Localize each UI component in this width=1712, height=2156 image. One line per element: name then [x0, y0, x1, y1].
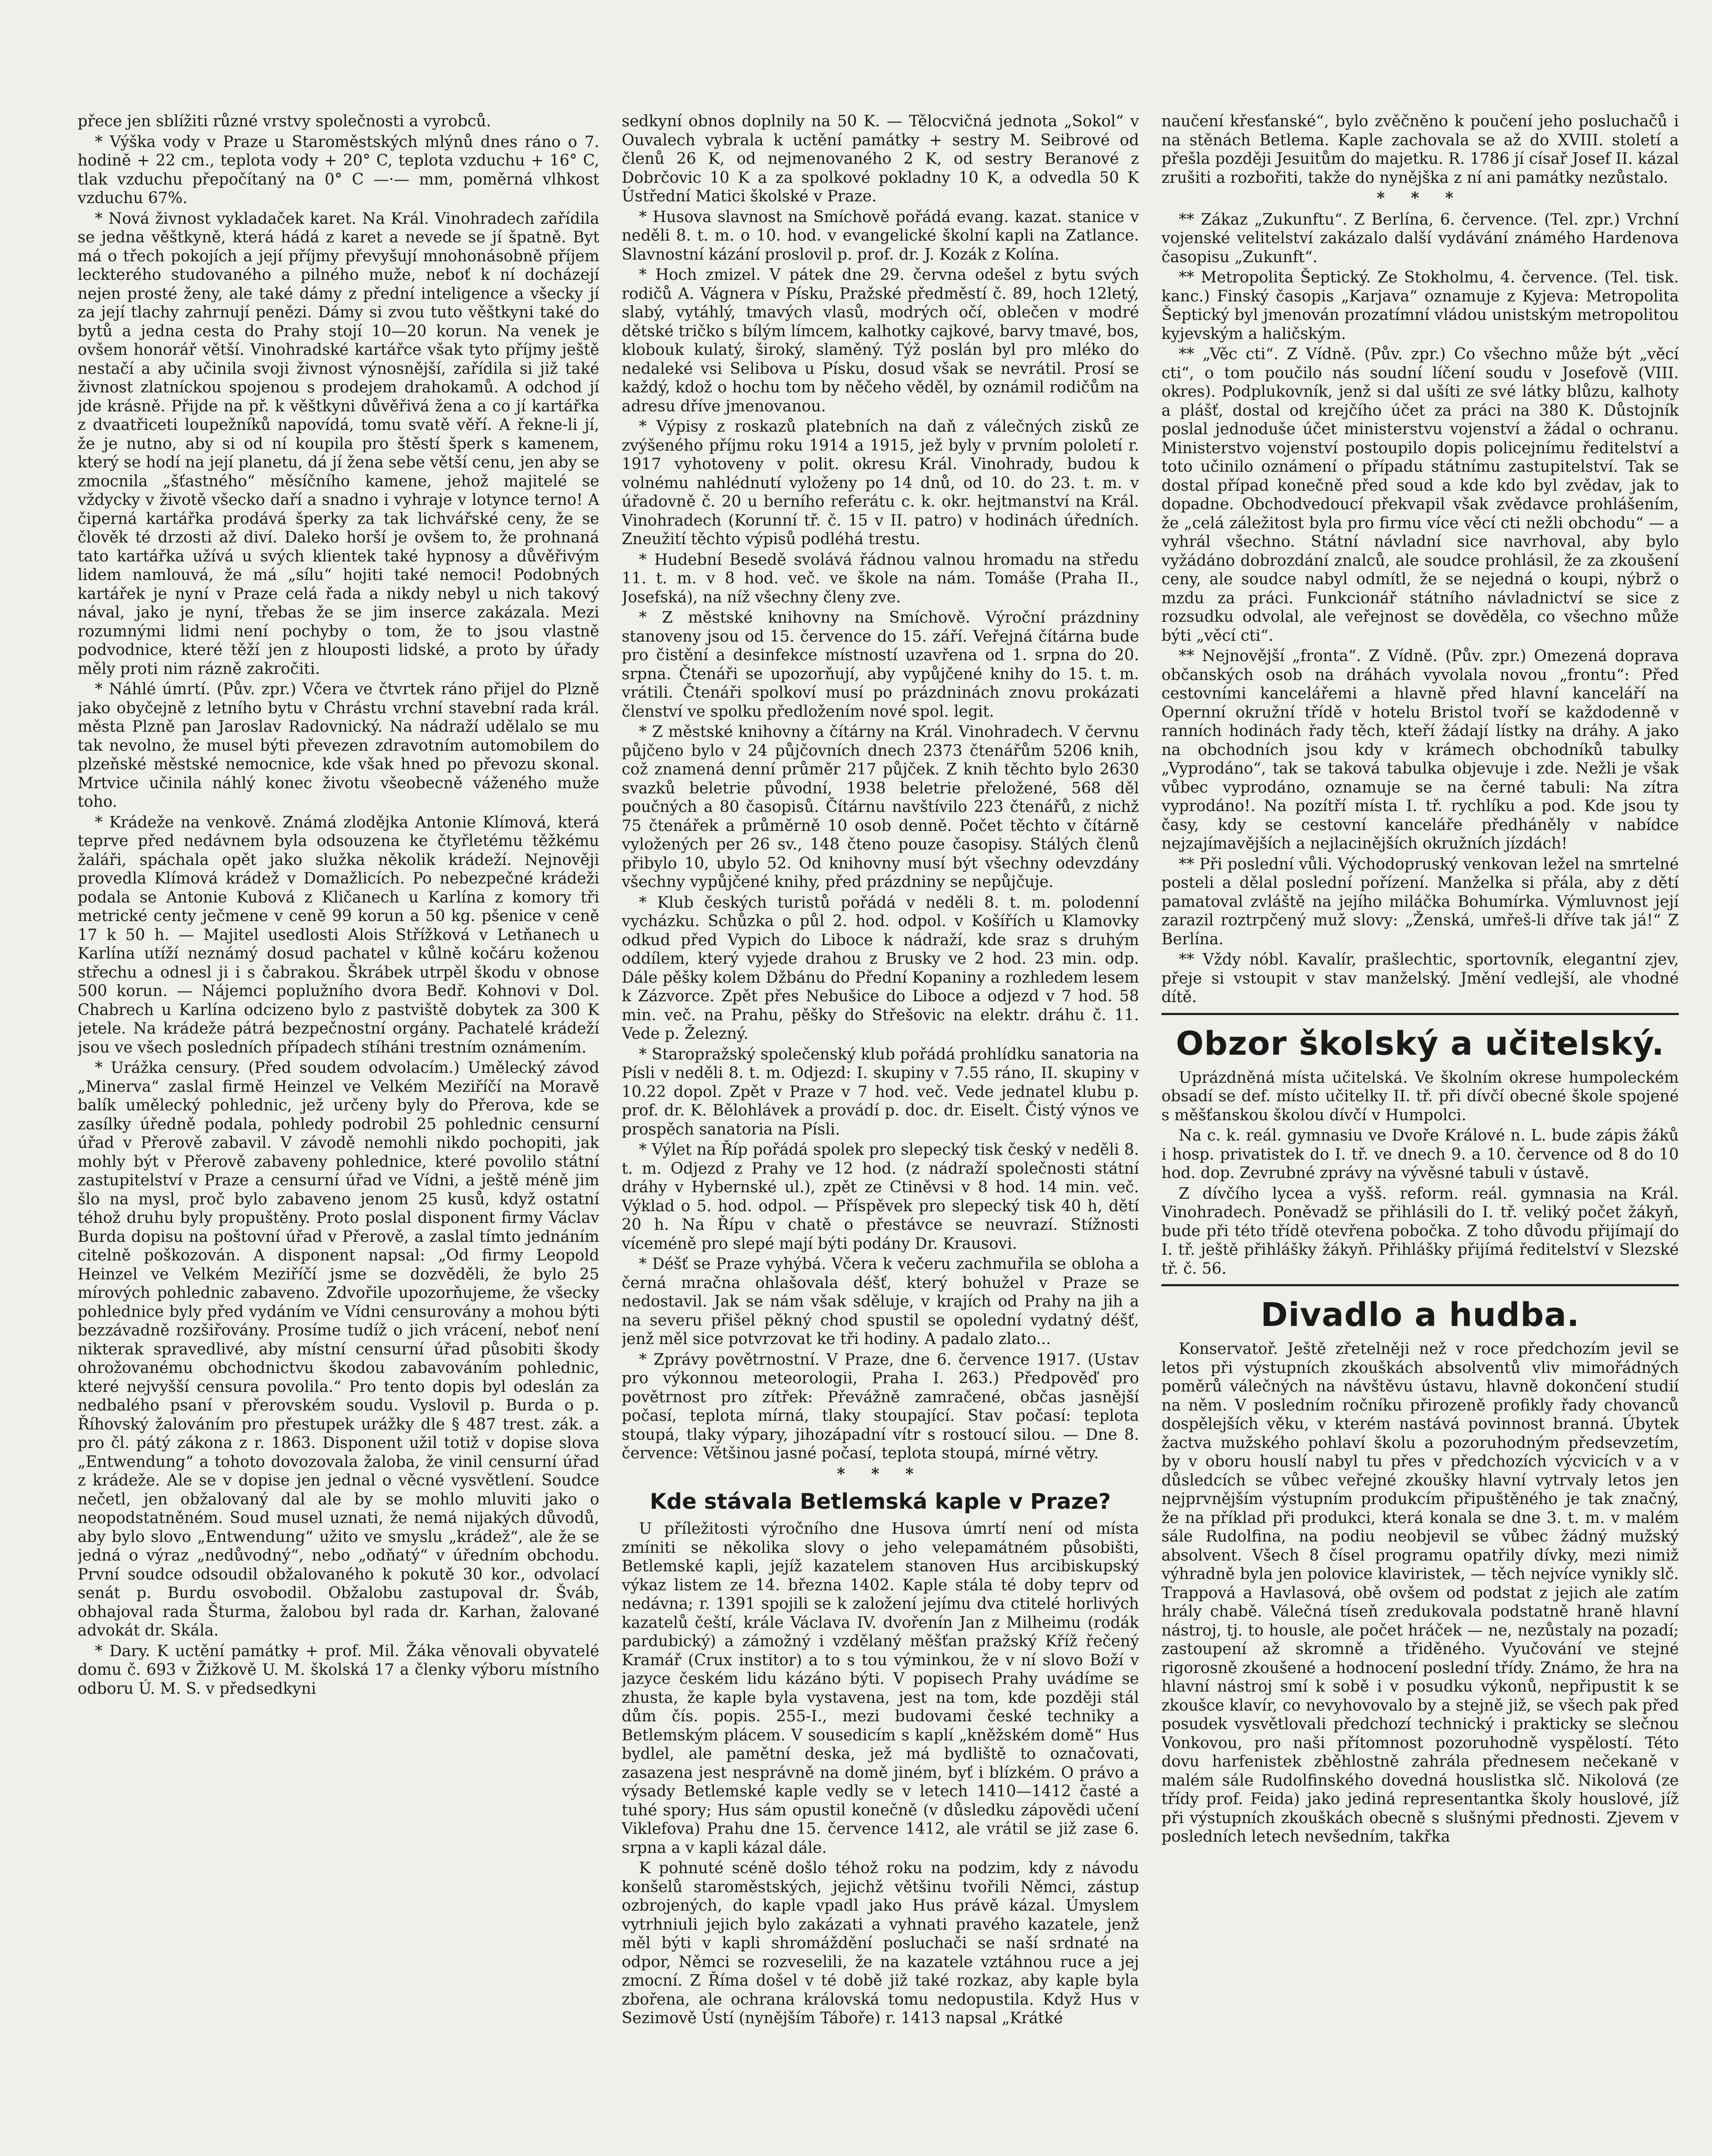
- article-paragraph: U příležitosti výročního dne Husova úmrtí není od místa zmíniti se několika slovy o jeho velepamátném působišti, Betlemské kapli, jejíž kazatelem stanoven Hus arcibiskupský výkaz listem ze 14. března 1402. Kaple stála té doby teprv od nedávna; r. 1391 spojili se k založení jejímu dva ctitelé horlivých kazatelů čeští, krále Václava IV. dvořenín Jan z Milheimu (rodák pardubický) a zámožný i vzdělaný měšťan pražský Kříž řečený Kramář (Crux institor) a to s tou výminkou, že v ní slovo Boží v jazyce českém lidu kázáno býti. V popisech Prahy uvádíme se zhusta, že kaple byla vystavena, jest na tom, kde později stál dům čís. popis. 255-I., mezi budovami české techniky a Betlemským plácem. V sousedicím s kaplí „kněžském domě“ Hus bydlel, ale pamětní deska, jež má bydliště to označovati, zasazena jest nesprávně na domě jiném, byť i blízkém. O právo a výsady Betlemské kaple vedly se v letech 1410—1412 časté a tuhé spory; Hus sám opustil konečně (v důsledku zápovědi učení Viklefova) Prahu dne 15. července 1412, ale vrátil se již zase 6. srpna a v kapli kázal dále.: [622, 1520, 1139, 1857]
- news-item-library-smichov: * Z městské knihovny na Smíchově. Výroční prázdniny stanoveny jsou od 15. července do 15. září. Veřejná čítárna bude pro čistění a desinfekce místností uzavřena od 1. srpna do 20. srpna. Čtenáři se upozorňují, aby vypůjčené knihy do 15. t. m. vrátili. Čtenáři spolkoví musí po prázdninách znovu prokázati členství ve spolku předložením nové spol. legit.: [622, 609, 1139, 721]
- news-item-missing-boy: * Hoch zmizel. V pátek dne 29. června odešel z bytu svých rodičů A. Vágnera v Písku, Pražské předměstí č. 89, hoch 12letý, slabý, vytáhlý, tmavých vlasů, modrých očí, oblečen v modré dětské tričko s bílým límcem, kalhotky cajkové, barvy tmavé, bos, klobouk kulatý, široký, slaměný. Týž poslán byl pro mléko do nedaleké vsi Selibova u Písku, dosud však se nevrátil. Prosí se každý, kdož o hochu tom by něčeho věděl, by oznámil rodičům na adresu dříve jmenovanou.: [622, 266, 1139, 415]
- news-item-sudden-death: * Náhlé úmrtí. (Pův. zpr.) Včera ve čtvrtek ráno přijel do Plzně jako obyčejně z letního bytu v Chrástu vrchní stavební rada král. města Plzně pan Jaroslav Radovnický. Na nádraží udělalo se mu tak nevolno, že musel býti převezen zdravotním automobilem do plzeňské městské nemocnice, kde však hned po převozu skonal. Mrtvice učinila náhlý konec životu všeobecně váženého muže toho.: [78, 680, 599, 811]
- article-paragraph: K pohnuté scéně došlo téhož roku na podzim, kdy z návodu konšelů staroměstských, jejichž většinu tvořili Němci, zástup ozbrojených, do kaple vpadl jako Hus právě kázal. Úmyslem vytrhniuli jejich bylo zakázati a vyhnati pravého kazatele, jenž měl býti v kapli shromáždění posluchači se naší srdnaté na odpor, Němci se rozveselili, že na kazatele vztáhnou ruce a jej zmocní. Z Říma došel v té době již také rozkaz, aby kaple byla zbořena, ale ochrana královská tomu nedopustila. Když Hus v Sezimově Ústí (nynějším Táboře) r. 1413 napsal „Krátké: [622, 1859, 1139, 2027]
- news-item-rain: * Déšť se Praze vyhýbá. Včera k večeru zachmuřila se obloha a černá mračna ohlašovala déšť, který bohužel v Praze se nedostavil. Jak se nám však sděluje, v krajích od Prahy na jih a na severu přišel pěkný chod spustil se opolední vydatný déšť, jenž měl sice potvrzovat ke tři hodiny. A padalo zlato...: [622, 1255, 1139, 1348]
- column-2: [622, 112, 1139, 2156]
- news-item-hus-celebration: * Husova slavnost na Smíchově pořádá evang. kazat. stanice v neděli 8. t. m. o 10. hod. v evangelické školní kapli na Zatlance. Slavnostní kázání proslovil p. prof. dr. J. Kozák z Kolína.: [622, 208, 1139, 263]
- school-item: Uprázdněná místa učitelská. Ve školním okrese humpoleckém obsadí se def. místo učitelky II. tř. při dívčí obecné škole spojené s měšťanskou školou dívčí v Humpolci.: [1161, 1069, 1679, 1124]
- article-paragraph: naučení křesťanské“, bylo zvěčněno k poučení jeho posluchačů i na stěnách Betlema. Kaple zachovala se až do XVIII. století a přešla později Jesuitům do majetku. R. 1786 jí císař Josef II. kázal zrušiti a rozbořiti, takže do nynějška z ní ani památky nezůstalo.: [1161, 113, 1679, 187]
- article-paragraph: sedkyní obnos doplnily na 50 K. — Tělocvičná jednota „Sokol“ v Ouvalech vybrala k uctění památky + sestry M. Seibrové od členů 26 K, od nejmenovaného 2 K, od sestry Beranové z Dobrčovic 10 K a za spolkové pokladny 10 K, a odvedla 50 K Ústřední Matici školské v Praze.: [622, 113, 1139, 205]
- news-item-social-club: * Staropražský společenský klub pořádá prohlídku sanatoria na Písli v neděli 8. t. m. Odjezd: I. skupiny v 7.55 ráno, II. skupiny v 10.22 dopol. Zpět v Praze v 7 hod. več. Vede jednatel klubu p. prof. dr. K. Bělohlávek a provádí p. doc. dr. Eiselt. Čistý výnos ve prospěch sanatoria na Písli.: [622, 1045, 1139, 1138]
- section-title-school: Obzor školský a učitelský.: [1176, 1024, 1665, 1062]
- news-item-matter-of-honor: ** „Věc cti“. Z Vídně. (Pův. zpr.) Co všechno může být „věcí cti“, o tom poučilo nás soudní líčení soudu v Josefově (VIII. okres). Podplukovník, jenž si dal ušíti ze své látky blůzu, kalhoty a plášť, dostal od krejčího účet za práci na 380 K. Důstojník poslal jednoduše účet ministerstvu vojenství a žádal o ochranu. Ministerstvo vojenství postoupilo dopis policejnímu ředitelství a toto učinilo oznámení o případu státnímu zastupitelství. Tak se dostal případ konečně před soud a kde kdo byl zvědav, jak to dopadne. Obchodvedoucí překvapil však zvědavce prohlášením, že „celá záležitost byla pro firmu více věcí cti nežli obchodu“ — a vyhrál všechno. Státní návladní sice navrhoval, aby bylo vyžádáno dobrozdání znalců, ale soudce prohlásil, že za zkoušení ceny, ale soudce nabyl odmítl, že se nejedná o koupi, nýbrž o mzdu za práci. Funkcionář státního návladnictví se sice z rozsudku odvolal, ale veřejnost se dověděla, co všechno může býti „věcí cti“.: [1161, 345, 1679, 645]
- news-item-rip-trip: * Výlet na Říp pořádá spolek pro slepecký tisk český v neděli 8. t. m. Odjezd z Prahy ve 12 hod. (z nádraží společnosti státní dráhy v Hybernské ul.), zpět ze Ctiněvsi v 8 hod. 14 min. več. Výklad o 5. hod. odpol. — Příspěvek pro slepecký tisk 40 h, dětí 20 h. Na Řípu v chatě o přestávce se neuvrazí. Stížnosti víceméně pro slepé mají býti podány Dr. Krausovi.: [622, 1141, 1139, 1253]
- news-item-front: ** Nejnovější „fronta“. Z Vídně. (Pův. zpr.) Omezená doprava občanských osob na dráhách vyvolala novou „frontu“: Před cestovními kancelářemi a hlavně před hlavní kanceláří na Opernní okružní třídě v hotelu Bristol tvoří se každodenně v ranních hodinách řady těch, kteří žádají lístky na dráhy. A jako na obchodních jsou kdy v krámech obchodníků tabulky „Vyprodáno“, tak se taková tabulka objevuje i zde. Nežli je však vůbec vyprodáno, oznamuje se na černé tabuli: Na zítra vyprodáno!. Na pozítří místa I. tř. rychlíku a pod. Kde jsou ty časy, kdy se cestovní kanceláře předháněly v nabídce nejzajímavějších a nejlacinějších okružních jízdách!: [1161, 647, 1679, 852]
- section-divider: [1161, 1284, 1679, 1286]
- columns: [78, 112, 1679, 2156]
- separator-stars: * * *: [837, 1464, 924, 1483]
- news-item-thefts: * Krádeže na venkově. Známá zlodějka Antonie Klímová, která teprve před nedávnem byla odsouzena ke čtyřletému těžkému žaláři, spáchala opět jako služka několik krádeží. Nejnověji provedla Klímová krádež v Domažlicích. Po nebezpečné krádeži podala se Antonie Kubová z Kličanech u Karlína z komory tři metrické centy ječmene v ceně 99 korun a 50 kg. pšenice v ceně 17 k 50 h. — Majitel usedlosti Alois Střížková v Letňanech u Karlína utíží neznámý dosud pachatel v kůlně kočáru koženou střechu a odnesl ji i s čabrakou. Škrábek utrpěl škodu v obnose 500 korun. — Nájemci poplužního dvora Bedř. Kohnovi v Dol. Chabrech u Karlína odcizeno bylo z pastviště dobytek za 300 K jetele. Na krádeže pátrá bezpečnostní orgány. Pachatelé krádeží jsou ve všech posledních případech stíháni trestním oznámením.: [78, 813, 599, 1056]
- news-item-tourist-club: * Klub českých turistů pořádá v neděli 8. t. m. polodenní vycházku. Schůzka o půl 2. hod. odpol. v Košířích u Klamovky odkud před Vypich do Liboce k nádraží, kde sraz s druhým oddílem, který vyjede drahou z Brusky ve 2 hod. 23 min. odp. Dále pěšky kolem Džbánu do Přední Kopaniny a rozhledem lesem k Zázvorce. Zpět přes Nebušice do Liboce a odjezd v 7 hod. 58 min. več. na Prahu, pěšky do Střešovic na elektr. dráhu č. 11. Vede p. Železný.: [622, 893, 1139, 1043]
- section-divider: [1161, 1013, 1679, 1015]
- school-item: Z dívčího lycea a vyšš. reform. reál. gymnasia na Král. Vinohradech. Poněvadž se přihlásili do I. tř. veliký počet žákyň, bude při této třídě otevřena pobočka. Z toho důvodu přijímají do I. tř. ještě přihlášky žákyň. Přihlášky přijímá ředitelství v Slezské tř. č. 56.: [1161, 1185, 1679, 1278]
- news-item-water-level: * Výška vody v Praze u Staroměstských mlýnů dnes ráno o 7. hodině + 22 cm., teplota vody + 20° C, teplota vzduchu + 16° C, tlak vzduchu přepočítaný na 0° C —·— mm, poměrná vlhkost vzduchu 67%.: [78, 133, 599, 207]
- news-item-zukunft: ** Zákaz „Zukunftu“. Z Berlína, 6. července. (Tel. zpr.) Vrchní vojenské velitelství zakázalo další vydávání známého Hardenova časopisu „Zukunft“.: [1161, 210, 1679, 266]
- news-item-always-noble: ** Vždy nóbl. Kavalír, prašlechtic, sportovník, elegantní zjev, přeje si vstoupit v stav manželský. Jmění vedlejší, ale vhodné dítě.: [1161, 951, 1679, 1006]
- column-1: [78, 112, 599, 2156]
- article-paragraph: přece jen sblížiti různé vrstvy společnosti a vyrobců.: [78, 113, 491, 130]
- news-item-library-vinohrady: * Z městské knihovny a čítárny na Král. Vinohradech. V červnu půjčeno bylo v 24 půjčovních dnech 2373 čtenářům 5206 knih, což znamená denní průměr 217 půjček. Z knih těchto bylo 2630 svazků beletrie původní, 1938 beletrie přeložené, 568 děl poučných a 80 časopisů. Čítárnu navštívilo 223 čtenářů, z nichž 75 čtenářek a průměrně 10 osob denně. Počet těchto v čítárně vyložených per 26 sv., 148 čteno pouze časopisy. Stálých členů přibylo 10, ubylo 52. Od knihovny musí být všechny odevzdány všechny vypůjčené knihy, před prázdniny se nepůjčuje.: [622, 723, 1139, 891]
- news-item-music-club: * Hudební Besedě svolává řádnou valnou hromadu na středu 11. t. m. v 8 hod. več. ve škole na nám. Tomáše (Praha II., Josefská), na níž všechny členy zve.: [622, 551, 1139, 606]
- school-item: Na c. k. reál. gymnasiu ve Dvoře Králové n. L. bude zápis žáků i hosp. privatistek do I. tř. ve dnech 9. a 10. července od 8 do 10 hod. dop. Zevrubné zprávy na vývěsné tabuli v ústavě.: [1161, 1127, 1679, 1182]
- news-item-tax-lists: * Výpisy z roskazů platebních na daň z válečných zisků ze zvýšeného příjmu roku 1914 a 1915, jež byly v prvním pololetí r. 1917 vyhotoveny v polit. okresu Král. Vinohrady, budou k volnému nahlédnutí vyloženy po 14 dnů, od 10. do 23. t. m. v úřadovně č. 20 u berního referátu c. k. okr. hejtmanství na Král. Vinohradech (Korunní tř. č. 15 v II. patro) v hodinách úředních. Zneužití těchto výpisů podléhá trestu.: [622, 418, 1139, 548]
- theatre-item: Konservatoř. Ještě zřetelněji než v roce předchozím jevil se letos při výstupních zkouškách absolventů vliv mimořádných poměrů válečných na návštěvu ústavu, hlavně dokončení studií na něm. V posledním ročníku přirozeně profikly řady chovanců dospělejších věku, v kterém nastává povinnost branná. Úbytek žactva mužského pohlaví školu a pozoruhodným předsevzetím, by v oboru houslí nabyl tu přes v předchozích výcvicích v a v důsledcích se vůbec veřejné zkoušky hlavní vytrvaly letos jen nejprvnějším výstupním produkcím připuštěného je tak značný, že na příklad při produkci, která konala se dne 3. t. m. v malém sále Rudolfina, na podiu neobjevil se vůbec žádný mužský absolvent. Všech 8 čísel programu opatřily dívky, mezi nimiž výhradně byla jen polovice klaviristek, — těch nejvíce vynikly slč. Trappová a Havlasová, obě ovšem od podstat z jejich ale zatím hrály chabě. Válečná tíseň zredukovala podstatně hraně hlavní nástroj, tj. to housle, ale počet hráček — ne, nezůstaly na pozadí; zastoupení až skromně a třiděného. Vyučování ve stejné rigorosně zkoušené a hodnocení poslední třídy. Známo, že hra na hlavní nástroj smí k sobě i v posudku výkonů, nepřipustit k se zkoušce klavír, co nevyhovovalo by a stejně již, se všech pak před posudek vysvětlovali předchozí technický i prakticky se slečnou Vonkovou, pro naši přítomnost pozoruhodně vyspělostí. Této dovu harfenistek zběhlostně zahrála přednesem nečekaně v malém sále Rudolfinského dovedná houslistka slč. Nikolová (ze třídy prof. Feida) jako jediná representantka školy houslové, jíž při výstupních zkouškách obecně s slušnými přednosti. Zjevem v posledních letech nevšedním, takřka: [1161, 1340, 1679, 1846]
- news-item-gifts: * Dary. K uctění památky + prof. Mil. Žáka věnovali obyvatelé domu č. 693 v Žižkově U. M. školská 17 a členky výboru místního odboru Ú. M. S. v předsedkyni: [78, 1642, 599, 1698]
- news-item-censorship: * Urážka censury. (Před soudem odvolacím.) Umělecký závod „Minerva“ zaslal firmě Heinzel ve Velkém Meziříčí na Moravě balík umělecký pohlednic, jež určeny byly do Přerova, kde se zasílky úředně podala, pohledy podrobil 25 pohlednic censurní úřad v Přerově zabavil. V závodě nemohli nikdo pochopiti, jak mohly být v Přerově zabaveny pohlednice, které povolilo státní zastupitelství v Praze a censurní úřad ve Vídni, a ještě méně jim šlo na mysl, proč bylo zabaveno jenom 25 kusů, když ostatní téhož druhu byly propuštěny. Proto poslal disponent firmy Václav Burda dopisu na poštovní úřad v Přerově, a zaslal tímto jednáním citelně poškozován. A disponent napsal: „Od firmy Leopold Heinzel ve Velkém Meziříčí jsme se dozvěděli, že bylo 25 mírových pohlednic zabaveno. Zdvořile upozorňujeme, že všecky pohlednice byly před vydáním ve Vídni censurovány a mohou býti bezzávadně rozšiřovány. Prosíme tudíž o jich vrácení, neboť není nikterak spravedlivé, aby místní censurní úřad působiti škody ohrožovanému obchodnictvu škodou zabavováním pohlednic, které nejvyšší censura povolila.“ Pro tento dopis byl odeslán za nedbalého psaní v přerovském soudu. Vyslovil p. Burda o p. Říhovský žalováním pro přestupek urážky dle § 487 trest. zák. a pro čl. pátý zákona z r. 1863. Disponent užil totiž v dopise slova „Entwendung“ a tohoto dovozovala žaloba, že vinil censurní úřad z krádeže. Ale se v dopise jen jednal o věcné vysvětlení. Soudce nečetl, jen obžalovaný dal ale by se mohlo mluviti jako o neopodstatněném. Soud musel uznati, že nemá nijakých důvodů, aby bylo slovo „Entwendung“ užito ve smyslu „krádež“, ale že se jedná o výraz „nedůvodný“, nebo „odňatý“ v úředním obchodu. První soudce odsoudil obžalovaného k pokutě 30 kor., odvolací senát p. Burdu osvobodil. Obžalobu zastupoval dr. Šváb, obhajoval rada Šturma, žalobou byl rada dr. Karhan, žalované advokát dr. Skála.: [78, 1059, 599, 1639]
- section-title-theatre: Divadlo a hudba.: [1260, 1295, 1580, 1334]
- news-item-last-will: ** Při poslední vůli. Východopruský venkovan ležel na smrtelné posteli a dělal poslední pořízení. Manželka si přála, aby z dětí pamatoval zvláště na jejího miláčka Bohumírka. Výmluvnost její zarazil roztrpčený muž slovy: „Ženská, umřeš-li dříve tak já!“ Z Berlína.: [1161, 855, 1679, 948]
- article-headline: Kde stávala Betlemská kaple v Praze?: [650, 1489, 1111, 1514]
- separator-stars: * * *: [1377, 189, 1464, 207]
- column-3: [1161, 112, 1679, 2156]
- news-item-metropolitan: ** Metropolita Šeptický. Ze Stokholmu, 4. července. (Tel. tisk. kanc.) Finský časopis „Karjava“ oznamuje z Kyjeva: Metropolita Šeptický byl jmenován prozatímní vládou unistským metropolitou kyjevským a haličským.: [1161, 269, 1679, 343]
- news-item-weather: * Zprávy povětrnostní. V Praze, dne 6. července 1917. (Ustav pro výkonnou meteorologii, Praha I. 263.) Předpověď pro povětrnost pro zítřek: Převážně zamračené, občas jasnější počasí, teplota mírná, tlaky stoupající. Stav počasí: teplota stoupá, tlaky výpary, jihozápadní vítr s rostoucí silou. — Dne 8. července: Většinou jasné počasí, teplota stoupá, mírné větry.: [622, 1351, 1139, 1462]
- news-item-card-reader: * Nová živnost vykladaček karet. Na Král. Vinohradech zařídila se jedna věštkyně, která hádá z karet a nevede se jí špatně. Byt má o třech pokojích a její příjmy převyšují mnohonásobně příjem leckterého studovaného a pilného muže, neboť k ní docházejí nejen prosté ženy, ale také dámy z přední inteligence a všecky jí za její tlachy zahrnují penězi. Dámy si zvou tuto věštkyni také do bytů a jedna cesta do Prahy stojí 10—20 korun. Na venek je ovšem honorář větší. Vinohradské kartářce však tyto příjmy ještě nestačí a aby učinila svoji živnost výnosnější, zařídila si již také živnost zlatníckou spojenou s prodejem drahokamů. A odchod jí jde krásně. Přijde na př. k věštkyni důvěřivá žena a co jí kartářka z dvaatřiceti loupežníků napovídá, tomu svatě věří. A řekne-li jí, že je nutno, aby si od ní koupila pro štěstí šperk s kamenem, který se hodí na její planetu, dá jí žena sebe větší cenu, jen aby se zmocnila „šťastného“ měsíčního kamene, jehož majitelé se vždycky v životě všecko daří a snadno i vyhraje v lotynce terno! A čiperná kartářka prodává šperky za tak lichvářské ceny, že se člověk té drzosti až diví. Daleko horší je ovšem to, že prohnaná tato kartářka užívá u svých klientek také hypnosy a důvěřivým lidem namlouvá, že má „sílu“ hojiti také nemoci! Podobných kartářek je nyní v Praze celá řada a nikdy nebyl u nich takový nával, jako je nyní, třebas že se jim inserce zakázala. Mezi rozumnými lidmi není pochyby o tom, že to jsou vlastně podvodnice, které těží jen z hlouposti lidské, a proto by úřady měly proti nim rázně zakročiti.: [78, 210, 599, 678]
